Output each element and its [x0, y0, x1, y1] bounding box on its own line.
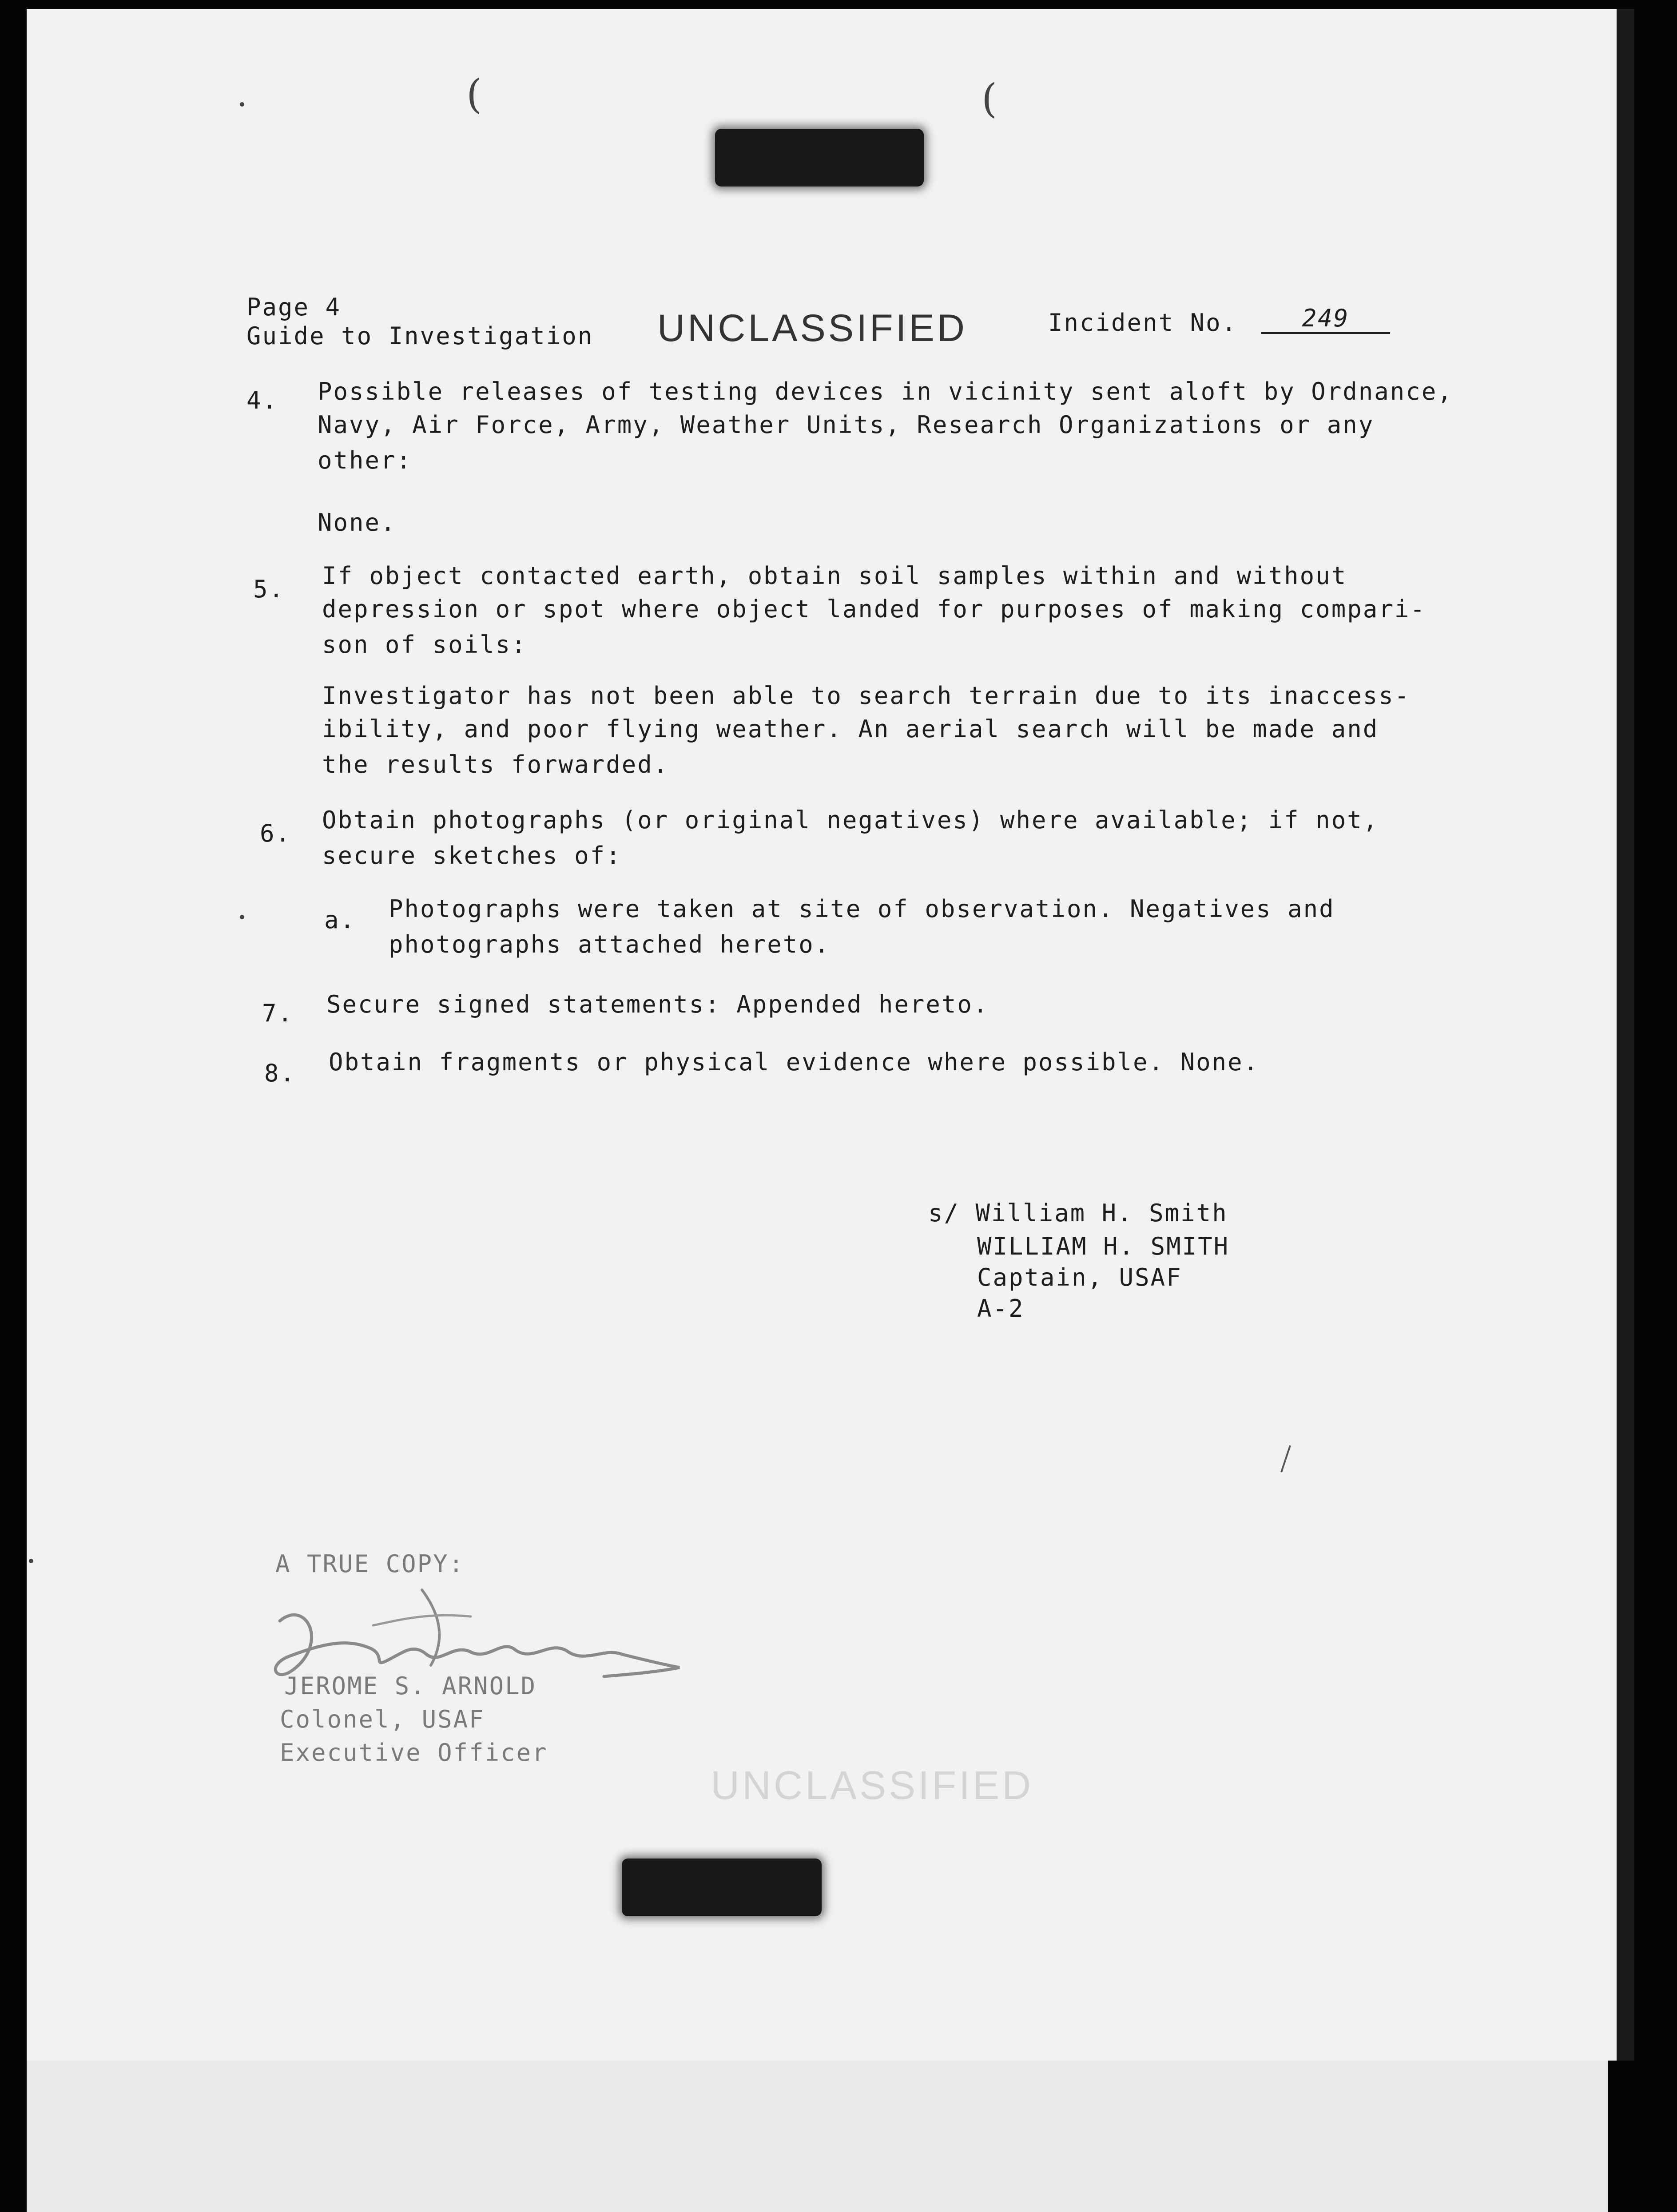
item-text-line: Possible releases of testing devices in vicinity sent aloft by Ordnance,: [318, 377, 1453, 405]
signer-name: WILLIAM H. SMITH: [977, 1232, 1230, 1260]
item-text-line: other:: [318, 446, 413, 474]
classification-stamp-top: UNCLASSIFIED: [657, 307, 968, 349]
incident-number: 249: [1261, 304, 1390, 334]
dust-speck: [29, 1559, 33, 1563]
page-label: Page 4: [246, 293, 342, 321]
item-number: 7.: [262, 999, 294, 1027]
item-text-line: Obtain photographs (or original negatives) where available; if not,: [322, 806, 1379, 834]
item-answer: Photographs were taken at site of observation. Negatives and: [389, 895, 1335, 923]
guide-label: Guide to Investigation: [246, 322, 594, 350]
redaction-bar-top: [715, 129, 924, 187]
item-number: 5.: [253, 575, 285, 603]
item-text-line: son of soils:: [322, 631, 527, 659]
item-text-line: depression or spot where object landed for purposes of making compari-: [322, 595, 1426, 623]
item-number: 6.: [260, 819, 292, 847]
lower-page-strip: [27, 2061, 1608, 2212]
item-answer: the results forwarded.: [322, 751, 669, 778]
item-answer: None.: [318, 508, 397, 536]
item-text-line: Secure signed statements: Appended hereto.: [326, 990, 989, 1018]
item-text-line: secure sketches of:: [322, 842, 622, 870]
dust-speck: [240, 102, 244, 107]
item-text-line: If object contacted earth, obtain soil samples within and without: [322, 562, 1347, 590]
stray-pen-mark: [1279, 1443, 1292, 1474]
page-edge-shadow: [1617, 9, 1634, 2061]
true-copy-label: A TRUE COPY:: [275, 1550, 465, 1578]
sub-item-letter: a.: [324, 906, 356, 934]
item-text-line: Obtain fragments or physical evidence where possible. None.: [329, 1048, 1260, 1076]
signed-line: s/ William H. Smith: [928, 1199, 1228, 1227]
signer-rank: Captain, USAF: [977, 1263, 1182, 1291]
true-copy-title: Executive Officer: [280, 1739, 548, 1767]
true-copy-name: JEROME S. ARNOLD: [284, 1672, 537, 1700]
item-answer: Investigator has not been able to search terrain due to its inaccess-: [322, 682, 1411, 710]
item-text-line: Navy, Air Force, Army, Weather Units, Research Organizations or any: [318, 411, 1375, 439]
signer-office: A-2: [977, 1295, 1025, 1322]
item-answer: ibility, and poor flying weather. An aerial search will be made and: [322, 715, 1379, 743]
classification-stamp-bottom: UNCLASSIFIED: [711, 1763, 1034, 1808]
punch-mark-left: (: [466, 71, 482, 118]
incident-label: Incident No.: [1048, 309, 1238, 337]
true-copy-rank: Colonel, USAF: [280, 1705, 485, 1733]
redaction-bar-bottom: [622, 1859, 822, 1916]
item-answer: photographs attached hereto.: [389, 930, 831, 958]
item-number: 4.: [246, 386, 278, 414]
item-number: 8.: [264, 1059, 296, 1087]
punch-mark-right: (: [982, 75, 997, 122]
dust-speck: [240, 915, 244, 919]
